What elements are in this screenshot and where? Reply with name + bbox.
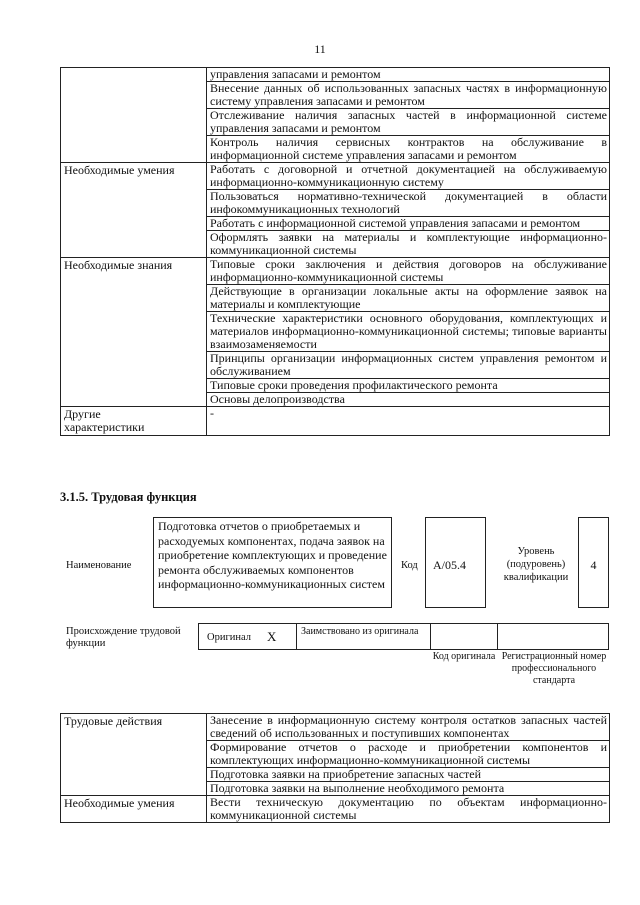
code-value-box: A/05.4 [425,517,486,608]
list-item: Технические характеристики основного оборудования, комплектующих и материалов информационно-коммуникационной системы; типовые варианты взаимозаменяемости [207,311,609,351]
table-row [61,163,610,258]
list-item: Занесение в информационную систему контроля остатков запасных частей сведений об использованных и поступивших компонентах [210,713,607,740]
original-label: Оригинал [207,632,251,643]
table-row [61,68,610,163]
origin-label: Происхождение трудовой функции [66,626,181,649]
origin-row [198,623,609,650]
divider [296,623,297,650]
list-item: Внесение данных об использованных запасных частях в информационную систему управления запасами и ремонтом [207,81,609,108]
table-row [61,796,610,823]
name-label: Наименование [66,560,132,571]
requirements-table [60,67,610,436]
list-item: Типовые сроки заключения и действия договоров на обслуживание информационно-коммуникационной системы [210,257,607,284]
row-label: Необходимые умения [61,796,207,823]
level-label: Уровень (подуровень) квалификации [503,546,569,583]
labor-actions-table [60,713,610,823]
list-item: Подготовка заявки на выполнение необходимого ремонта [207,781,609,795]
list-item: Принципы организации информационных систем управления ремонтом и обслуживанием [207,351,609,378]
list-item: Пользоваться нормативно-технической документацией в области инфокоммуникационных технологий [207,189,609,216]
row-label-line: Другие [64,407,101,421]
list-item: Подготовка заявки на приобретение запасных частей [207,767,609,781]
row-label [61,68,207,163]
row-label [61,407,207,436]
list-item: Работать с информационной системой управления запасами и ремонтом [207,216,609,230]
function-name-box: Подготовка отчетов о приобретаемых и расходуемых компонентах, подача заявок на приобретение комплектующих и проведение ремонта обслуживаемых компонентов информационно-коммуникационных систем [153,517,392,608]
list-item: Оформлять заявки на материалы и комплектующие информационно-коммуникационной системы [207,230,609,257]
row-label-line: характеристики [64,420,145,434]
list-item: Типовые сроки проведения профилактического ремонта [207,378,609,392]
code-original-caption: Код оригинала [432,651,496,662]
code-label: Код [401,560,418,571]
level-value-box: 4 [578,517,609,608]
divider [430,623,431,650]
original-mark: X [267,629,277,644]
table-row [61,258,610,407]
list-item: - [210,406,214,420]
list-item: Основы делопроизводства [207,392,609,406]
divider [497,623,498,650]
table-row [61,714,610,796]
list-item: Вести техническую документацию по объектам информационно-коммуникационной системы [210,795,607,822]
list-item: Действующие в организации локальные акты на оформление заявок на материалы и комплектующие [207,284,609,311]
list-item: Контроль наличия сервисных контрактов на обслуживание в информационной системе управления запасами и ремонтом [207,135,609,162]
row-label: Необходимые умения [61,163,207,258]
section-heading: 3.1.5. Трудовая функция [60,490,197,504]
list-item: Формирование отчетов о расходе и приобретении компонентов и комплектующих информационно-коммуникационной системы [207,740,609,767]
table-row [61,407,610,436]
list-item: управления запасами и ремонтом [210,67,381,81]
borrowed-label: Заимствовано из оригинала [301,626,419,637]
reg-number-caption: Регистрационный номер профессионального стандарта [501,651,607,686]
list-item: Отслеживание наличия запасных частей в информационной системе управления запасами и ремонтом [207,108,609,135]
row-label: Трудовые действия [61,714,207,796]
page-number: 11 [314,42,326,56]
list-item: Работать с договорной и отчетной документацией на обслуживаемую информационно-коммуникационную систему [210,162,607,189]
row-label: Необходимые знания [61,258,207,407]
